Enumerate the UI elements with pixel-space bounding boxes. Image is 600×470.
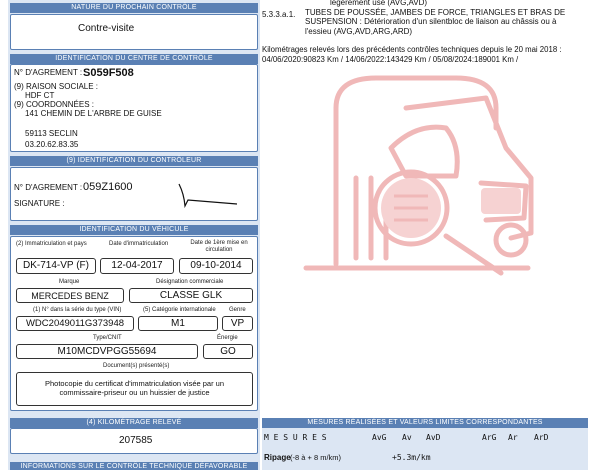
- vehicule-header: IDENTIFICATION DU VÉHICULE: [10, 225, 258, 235]
- energie-label: Énergie: [217, 335, 238, 341]
- raison-sociale-value: HDF CT: [25, 91, 55, 100]
- genre-field: VP: [222, 316, 253, 331]
- categorie-label: (5) Catégorie internationale: [143, 307, 216, 313]
- right-top-line: légèrement usé (AVG,AVD): [330, 0, 428, 7]
- address-line1: 141 CHEMIN DE L'ARBRE DE GUISE: [25, 109, 162, 118]
- mesures-col-ard: ArD: [534, 433, 549, 442]
- kilometrage-value: 207585: [119, 435, 153, 446]
- km-history-line1: Kilométrages relevés lors des précédents contrôles techniques depuis le 20 mai 2018 :: [262, 45, 562, 54]
- prochain-controle-value: Contre-visite: [78, 23, 135, 34]
- mesures-col-arg: ArG: [482, 433, 497, 442]
- mesures-panel: [262, 428, 588, 470]
- mesures-col-av: Av: [402, 433, 412, 442]
- defect-code: 5.3.3.a.1.: [262, 10, 296, 19]
- genre-label: Genre: [229, 307, 246, 313]
- kilometrage-box: [10, 428, 258, 454]
- prochain-controle-box: [10, 14, 258, 50]
- defect-text-line3: l'essieu (AVG,AVD,ARG,ARD): [305, 27, 413, 36]
- address-line2: 59113 SECLIN: [25, 129, 78, 138]
- controleur-agrement-value: 059Z1600: [83, 181, 133, 193]
- ripage-value: +5.3m/km: [392, 453, 431, 462]
- date-immat-label: Date d'immatriculation: [109, 241, 169, 247]
- type-label: Type/CNIT: [93, 335, 122, 341]
- informations-header: INFORMATIONS SUR LE CONTRÔLE TECHNIQUE DÉFAVORABLE: [10, 462, 258, 470]
- designation-label: Désignation commerciale: [156, 279, 224, 285]
- centre-agrement-value: S059F508: [83, 67, 134, 79]
- km-history-line2: 04/06/2020:90823 Km / 14/06/2022:143429 Km / 05/08/2024:189001 Km /: [262, 55, 519, 64]
- type-field: M10MCDVPGG55694: [16, 344, 198, 359]
- controleur-agrement-label: N° D'AGREMENT :: [14, 183, 83, 192]
- mesures-col-ar: Ar: [508, 433, 518, 442]
- controleur-header: (9) IDENTIFICATION DU CONTRÔLEUR: [10, 156, 258, 166]
- marque-field: MERCEDES BENZ: [16, 288, 124, 303]
- mesures-col-avd: AvD: [426, 433, 441, 442]
- controleur-box: [10, 167, 258, 221]
- raison-sociale-label: (9) RAISON SOCIALE :: [14, 82, 99, 91]
- marque-label: Marque: [59, 279, 80, 285]
- ripage-limits: (-8 à + 8 m/km): [290, 453, 342, 462]
- centre-agrement-label: N° D'AGREMENT :: [14, 68, 83, 77]
- prochain-controle-header: NATURE DU PROCHAIN CONTRÔLE: [10, 3, 258, 13]
- kilometrage-header: (4) KILOMÉTRAGE RELEVÉ: [10, 418, 258, 428]
- vin-field: WDC2049011G373948: [16, 316, 134, 331]
- immat-label: (2) Immatriculation et pays: [16, 241, 87, 247]
- energie-field: GO: [203, 344, 253, 359]
- vin-label: (1) N° dans la série du type (VIN): [33, 307, 122, 313]
- signature-mark: [151, 178, 241, 212]
- immat-field: DK-714-VP (F): [16, 258, 96, 274]
- date-circulation-label: Date de 1ère mise en circulation: [190, 240, 248, 253]
- signature-label: SIGNATURE :: [14, 199, 65, 208]
- categorie-field: M1: [138, 316, 218, 331]
- centre-header: IDENTIFICATION DU CENTRE DE CONTRÔLE: [10, 54, 258, 64]
- defect-text-line2: SUSPENSION : Détérioration d'un silentbloc de liaison au châssis ou à: [305, 17, 557, 26]
- date-immat-field: 12-04-2017: [100, 258, 174, 274]
- centre-phone: 03.20.62.83.35: [25, 140, 79, 149]
- ripage-label: Ripage: [264, 453, 291, 462]
- mesures-col-avg: AvG: [372, 433, 387, 442]
- documents-field: Photocopie du certificat d'immatriculation visée par un commissaire-priseur ou un huissier de justice: [16, 372, 253, 406]
- centre-box: [10, 64, 258, 152]
- coordonnees-label: (9) COORDONNÉES :: [14, 100, 95, 109]
- mesures-title: M E S U R E S: [264, 433, 327, 442]
- documents-label: Document(s) présenté(s): [103, 363, 170, 369]
- designation-field: CLASSE GLK: [129, 288, 253, 303]
- vehicule-box: [10, 236, 258, 411]
- date-circulation-field: 09-10-2014: [179, 258, 253, 274]
- defect-text-line1: TUBES DE POUSSÉE, JAMBES DE FORCE, TRIANGLES ET BRAS DE: [305, 8, 566, 17]
- mesures-header: MESURES RÉALISÉES ET VALEURS LIMITES CORRESPONDANTES: [262, 418, 588, 428]
- vehicle-inspection-watermark: [296, 68, 538, 280]
